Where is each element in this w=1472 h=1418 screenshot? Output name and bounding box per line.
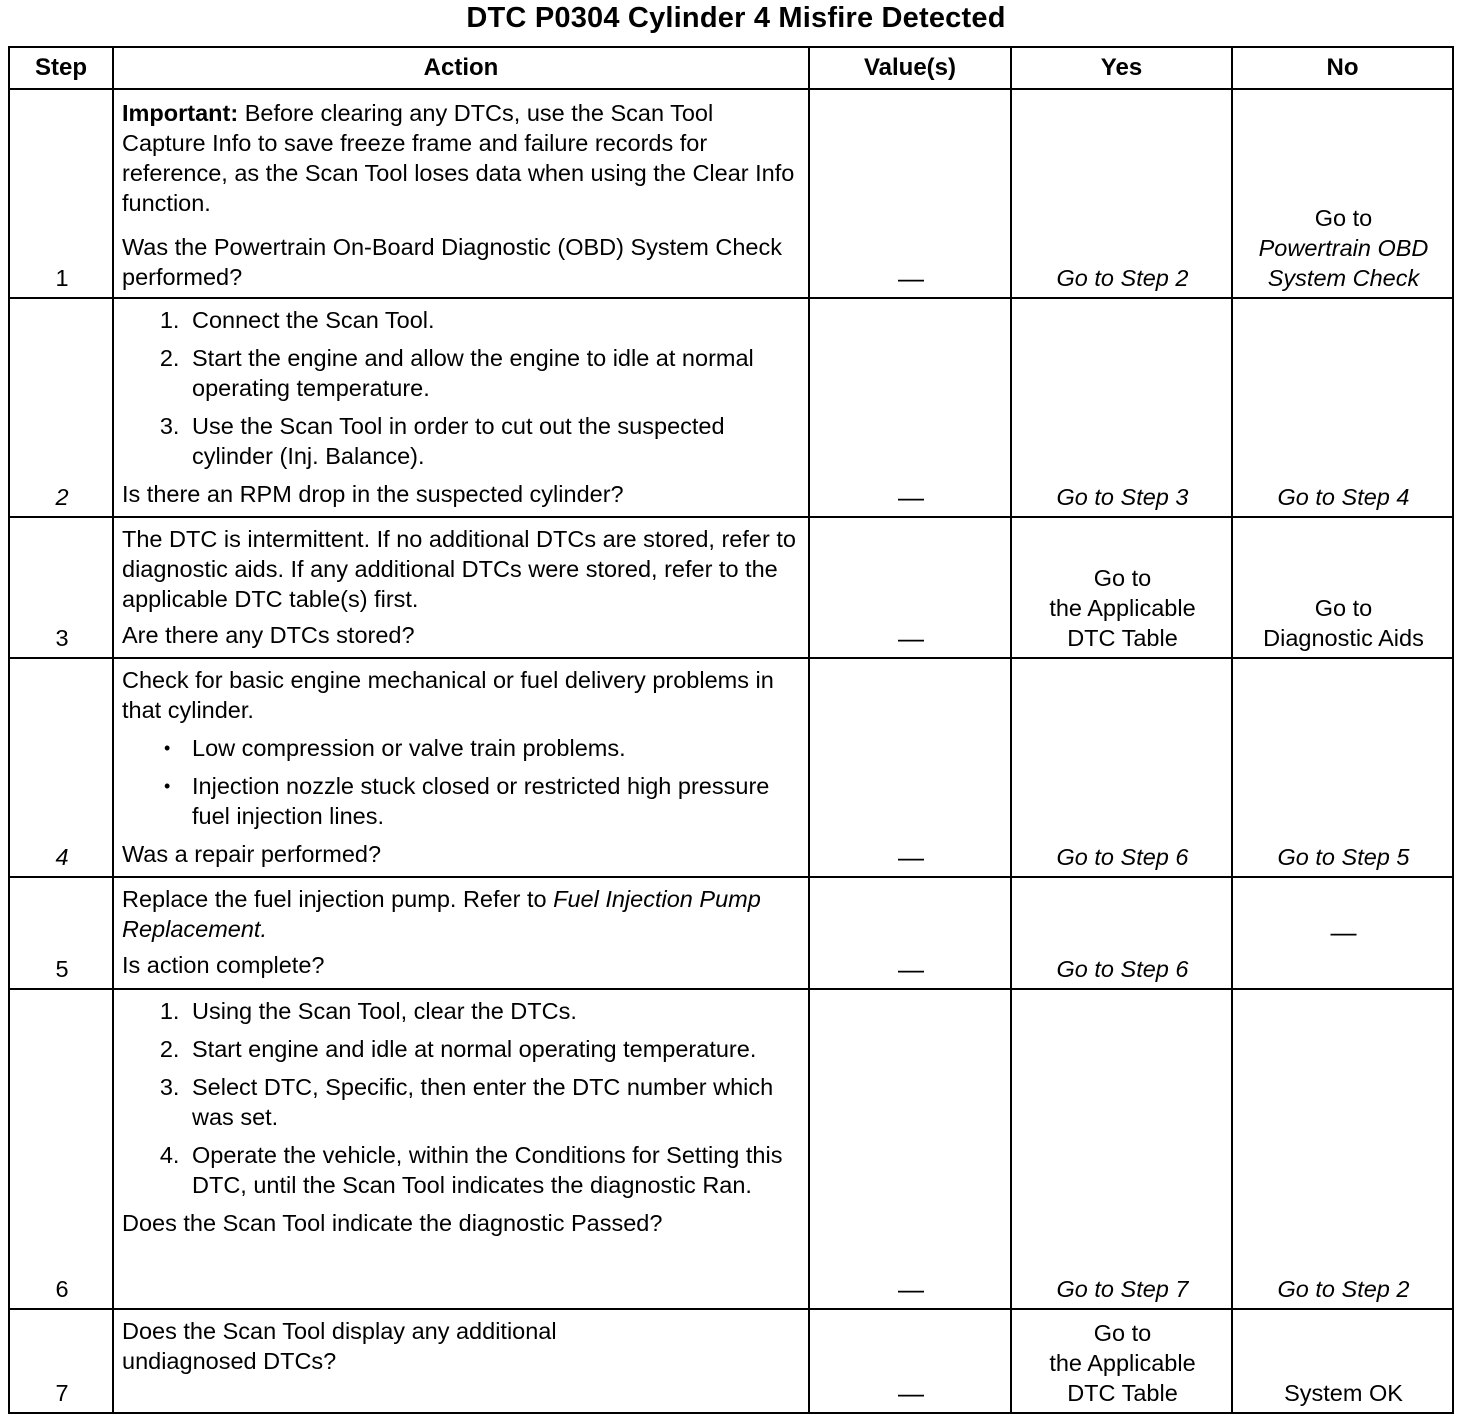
no-cell: Go to Step 4	[1232, 298, 1453, 517]
action-reference: Fuel Injection Pump Replacement.	[122, 886, 761, 942]
action-steps	[122, 305, 802, 471]
important-note	[122, 98, 802, 218]
column-header-yes: Yes	[1011, 47, 1232, 89]
yes-line: the Applicable	[1049, 1350, 1196, 1376]
step-number: 1	[9, 89, 113, 298]
step-number: 5	[9, 877, 113, 989]
action-bullets	[122, 733, 802, 831]
no-cell: System OK	[1232, 1309, 1453, 1413]
value-cell: —	[809, 989, 1011, 1309]
action-cell	[113, 989, 809, 1309]
table-row	[9, 517, 1453, 658]
no-line: Diagnostic Aids	[1263, 625, 1424, 651]
no-cell: Go to Step 5	[1232, 658, 1453, 877]
yes-line: the Applicable	[1049, 595, 1196, 621]
yes-cell	[1011, 1309, 1232, 1413]
action-cell	[113, 877, 809, 989]
yes-cell: Go to Step 2	[1011, 89, 1232, 298]
list-item: • Injection nozzle stuck closed or restricted high pressure fuel injection lines.	[192, 771, 802, 831]
no-cell	[1232, 89, 1453, 298]
action-cell	[113, 1309, 809, 1413]
action-text: Check for basic engine mechanical or fuel delivery problems in that cylinder.	[122, 667, 774, 723]
value-cell: —	[809, 517, 1011, 658]
action-question: Was the Powertrain On-Board Diagnostic (OBD) System Check performed?	[122, 234, 782, 290]
value-cell: —	[809, 89, 1011, 298]
list-item: 4. Operate the vehicle, within the Conditions for Setting this DTC, until the Scan Tool indicates the diagnostic Ran.	[186, 1140, 802, 1200]
list-item: 3. Use the Scan Tool in order to cut out the suspected cylinder (Inj. Balance).	[186, 411, 802, 471]
table-row	[9, 298, 1453, 517]
action-text: The DTC is intermittent. If no additional DTCs are stored, refer to diagnostic aids. If any additional DTCs were stored, refer to the applicable DTC table(s) first.	[122, 526, 796, 612]
table-row	[9, 89, 1453, 298]
column-header-action: Action	[113, 47, 809, 89]
list-item: 3. Select DTC, Specific, then enter the DTC number which was set.	[186, 1072, 802, 1132]
step-number: 2	[9, 298, 113, 517]
no-cell: —	[1232, 877, 1453, 989]
important-label: Important:	[122, 100, 239, 126]
action-steps	[122, 996, 802, 1200]
diagnostic-table	[8, 46, 1454, 1414]
page-title: DTC P0304 Cylinder 4 Misfire Detected	[466, 2, 1006, 34]
list-item: 1. Using the Scan Tool, clear the DTCs.	[186, 996, 802, 1026]
value-cell: —	[809, 298, 1011, 517]
list-item: 1. Connect the Scan Tool.	[186, 305, 802, 335]
action-question: Are there any DTCs stored?	[122, 622, 415, 648]
table-row	[9, 1309, 1453, 1413]
step-number: 4	[9, 658, 113, 877]
value-cell: —	[809, 658, 1011, 877]
column-header-values: Value(s)	[809, 47, 1011, 89]
action-text	[122, 884, 802, 944]
no-go-to: Go to	[1314, 205, 1373, 231]
table-row	[9, 989, 1453, 1309]
yes-line: Go to	[1093, 565, 1152, 591]
table-row	[9, 877, 1453, 989]
action-question: Is action complete?	[122, 952, 325, 978]
value-cell: —	[809, 1309, 1011, 1413]
action-question: Does the Scan Tool indicate the diagnostic Passed?	[122, 1210, 663, 1236]
no-reference: Powertrain OBD System Check	[1258, 235, 1429, 291]
no-cell: Go to Step 2	[1232, 989, 1453, 1309]
yes-cell	[1011, 517, 1232, 658]
step-number: 7	[9, 1309, 113, 1413]
table-header-row	[9, 47, 1453, 89]
list-item: 2. Start the engine and allow the engine to idle at normal operating temperature.	[186, 343, 802, 403]
important-text: Before clearing any DTCs, use the Scan Tool Capture Info to save freeze frame and failure records for reference, as the Scan Tool loses data when using the Clear Info function.	[122, 100, 795, 216]
step-number: 6	[9, 989, 113, 1309]
action-cell	[113, 658, 809, 877]
action-text-plain: Replace the fuel injection pump. Refer to	[122, 886, 547, 912]
value-cell: —	[809, 877, 1011, 989]
action-cell	[113, 298, 809, 517]
action-cell	[113, 517, 809, 658]
yes-cell: Go to Step 6	[1011, 658, 1232, 877]
list-item: 2. Start engine and idle at normal operating temperature.	[186, 1034, 802, 1064]
action-question: Is there an RPM drop in the suspected cylinder?	[122, 481, 624, 507]
yes-cell: Go to Step 7	[1011, 989, 1232, 1309]
list-item: • Low compression or valve train problems.	[192, 733, 802, 763]
yes-line: DTC Table	[1067, 625, 1178, 651]
column-header-step: Step	[9, 47, 113, 89]
action-question: Does the Scan Tool display any additional undiagnosed DTCs?	[122, 1318, 557, 1374]
step-number: 3	[9, 517, 113, 658]
action-question: Was a repair performed?	[122, 841, 382, 867]
column-header-no: No	[1232, 47, 1453, 89]
no-cell	[1232, 517, 1453, 658]
table-row	[9, 658, 1453, 877]
yes-line: DTC Table	[1067, 1380, 1178, 1406]
yes-cell: Go to Step 3	[1011, 298, 1232, 517]
no-line: Go to	[1314, 595, 1373, 621]
action-cell	[113, 89, 809, 298]
yes-line: Go to	[1093, 1320, 1152, 1346]
yes-cell: Go to Step 6	[1011, 877, 1232, 989]
